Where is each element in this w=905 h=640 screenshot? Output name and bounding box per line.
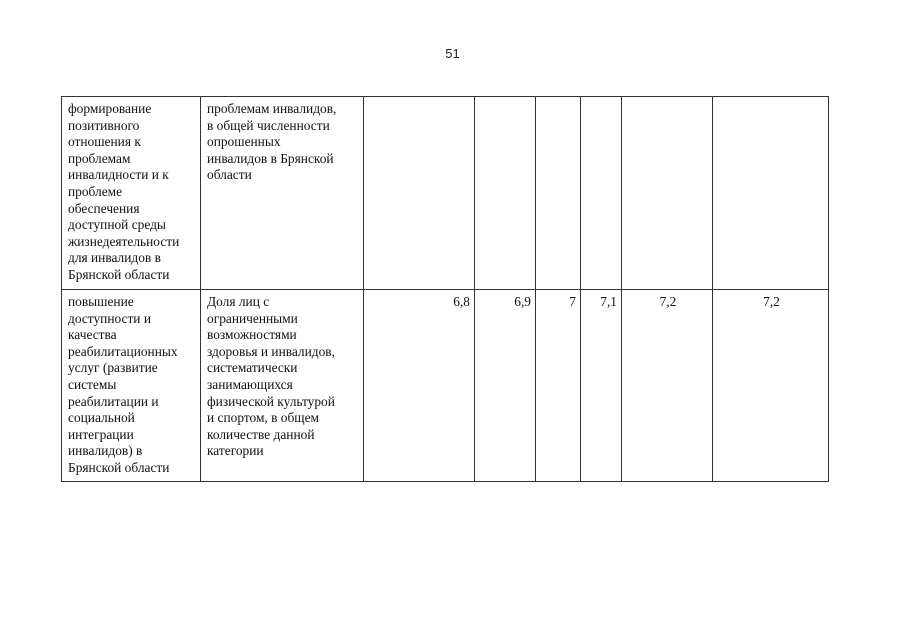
value-cell <box>364 97 475 290</box>
value-cell: 6,8 <box>364 290 475 482</box>
page-number: 51 <box>445 46 460 61</box>
indicator-cell <box>201 97 364 290</box>
indicator-text: Доля лиц с ограниченными возможностями здоровья и инвалидов, систематически занимающихся физической культурой и спортом, в общем количестве данной категории <box>207 294 335 459</box>
value-cell: 6,9 <box>475 290 536 482</box>
value-cell: 7,1 <box>581 290 622 482</box>
indicator-text: проблемам инвалидов, в общей численности опрошенных инвалидов в Брянской области <box>207 101 337 183</box>
goal-text: формирование позитивного отношения к проблемам инвалидности и к проблеме обеспечения доступной среды жизнедеятельности для инвалидов в Брянской области <box>68 101 180 282</box>
table-row <box>62 97 829 290</box>
goal-text: повышение доступности и качества реабилитационных услуг (развитие системы реабилитации и социальной интеграции инвалидов) в Брянской области <box>68 294 178 475</box>
value-cell <box>581 97 622 290</box>
value-cell <box>713 97 829 290</box>
goal-cell <box>62 97 201 290</box>
value-cell: 7,2 <box>713 290 829 482</box>
value-cell <box>475 97 536 290</box>
indicators-table <box>61 96 829 482</box>
value-cell: 7,2 <box>622 290 713 482</box>
value-cell <box>622 97 713 290</box>
goal-cell <box>62 290 201 482</box>
value-cell: 7 <box>536 290 581 482</box>
value-cell <box>536 97 581 290</box>
table-row <box>62 290 829 482</box>
indicator-cell <box>201 290 364 482</box>
